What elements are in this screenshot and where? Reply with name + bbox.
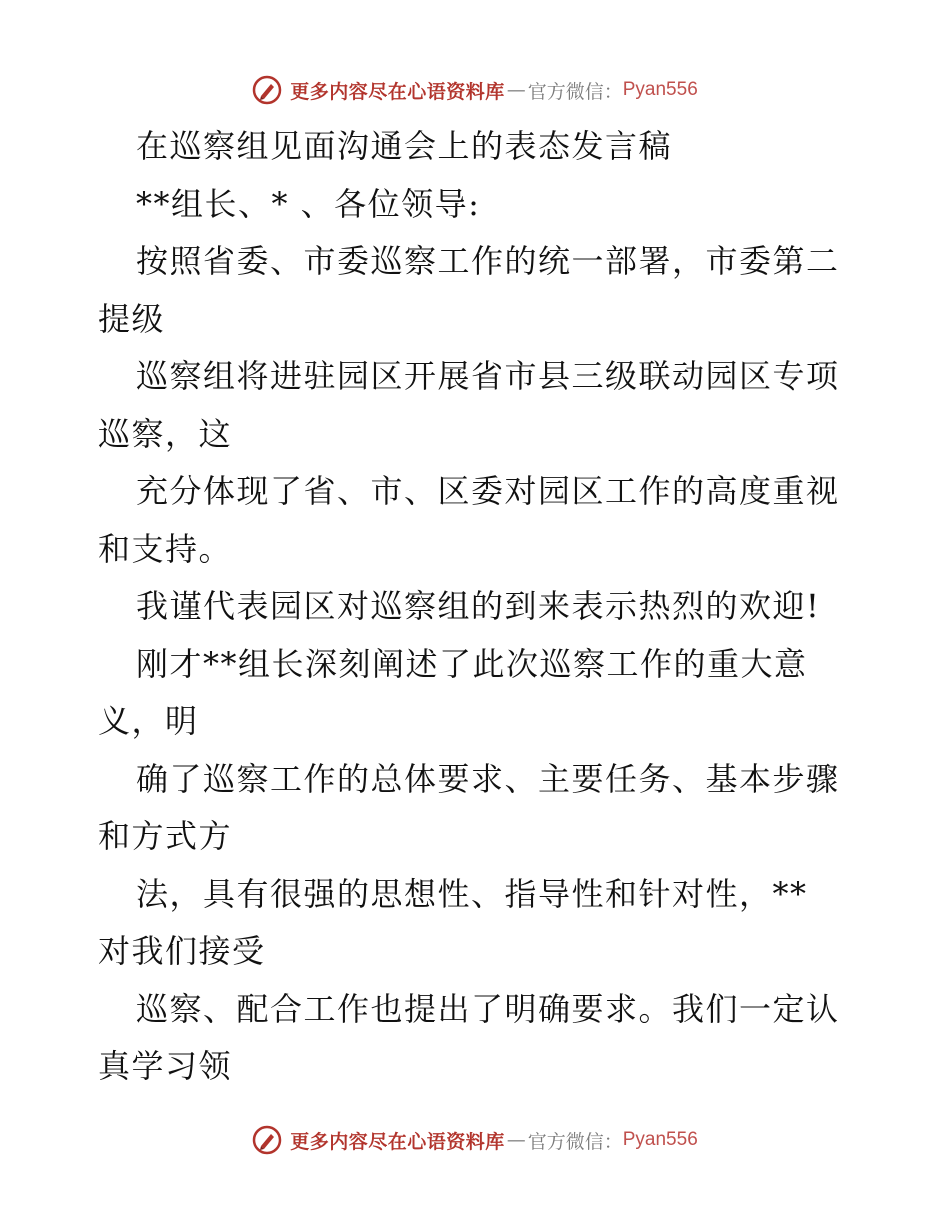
banner-wechat-id: Pyan556 [622,1129,698,1150]
paragraph-line: 在巡察组见面沟通会上的表态发言稿 [136,127,673,165]
paragraph-line: 充分体现了省、市、区委对园区工作的高度重视 [136,472,840,510]
paragraph-line: 和支持。 [98,529,233,568]
paragraph-line: 对我们接受 [98,932,266,970]
banner-wechat-label: 官方微信： [527,80,623,103]
banner-separator: — [506,1129,526,1151]
paragraph-line: 确了巡察工作的总体要求、主要任务、基本步骤 [136,759,840,798]
paragraph-line: 提级 [98,299,166,338]
banner-text: 更多内容尽在心语资料库 [290,80,505,103]
paragraph-line: 我谨代表园区对巡察组的到来表示热烈的欢迎! [136,587,821,625]
document-body [98,118,858,1096]
banner-separator: — [506,79,526,101]
footer-banner [0,1120,950,1160]
paragraph-line: **组长、* 、各位领导: [136,184,481,223]
pen-logo-icon [252,1125,282,1155]
paragraph-line: 巡察，这 [98,414,233,453]
pen-logo-icon [252,75,282,105]
paragraph-line: 真学习领 [98,1047,233,1085]
banner-text: 更多内容尽在心语资料库 [290,1130,505,1153]
banner-wechat-id: Pyan556 [622,79,698,100]
paragraph-line: 义，明 [98,702,199,740]
paragraph-line: 刚才**组长深刻阐述了此次巡察工作的重大意 [136,644,808,683]
paragraph-line: 按照省委、市委巡察工作的统一部署，市委第二 [136,242,840,280]
header-banner [0,70,950,110]
paragraph-line: 巡察、配合工作也提出了明确要求。我们一定认 [136,989,840,1028]
paragraph-line: 法，具有很强的思想性、指导性和针对性，** [136,874,808,913]
banner-wechat-label: 官方微信： [527,1130,623,1153]
paragraph-line: 和方式方 [98,817,233,855]
paragraph-line: 巡察组将进驻园区开展省市县三级联动园区专项 [136,357,840,395]
